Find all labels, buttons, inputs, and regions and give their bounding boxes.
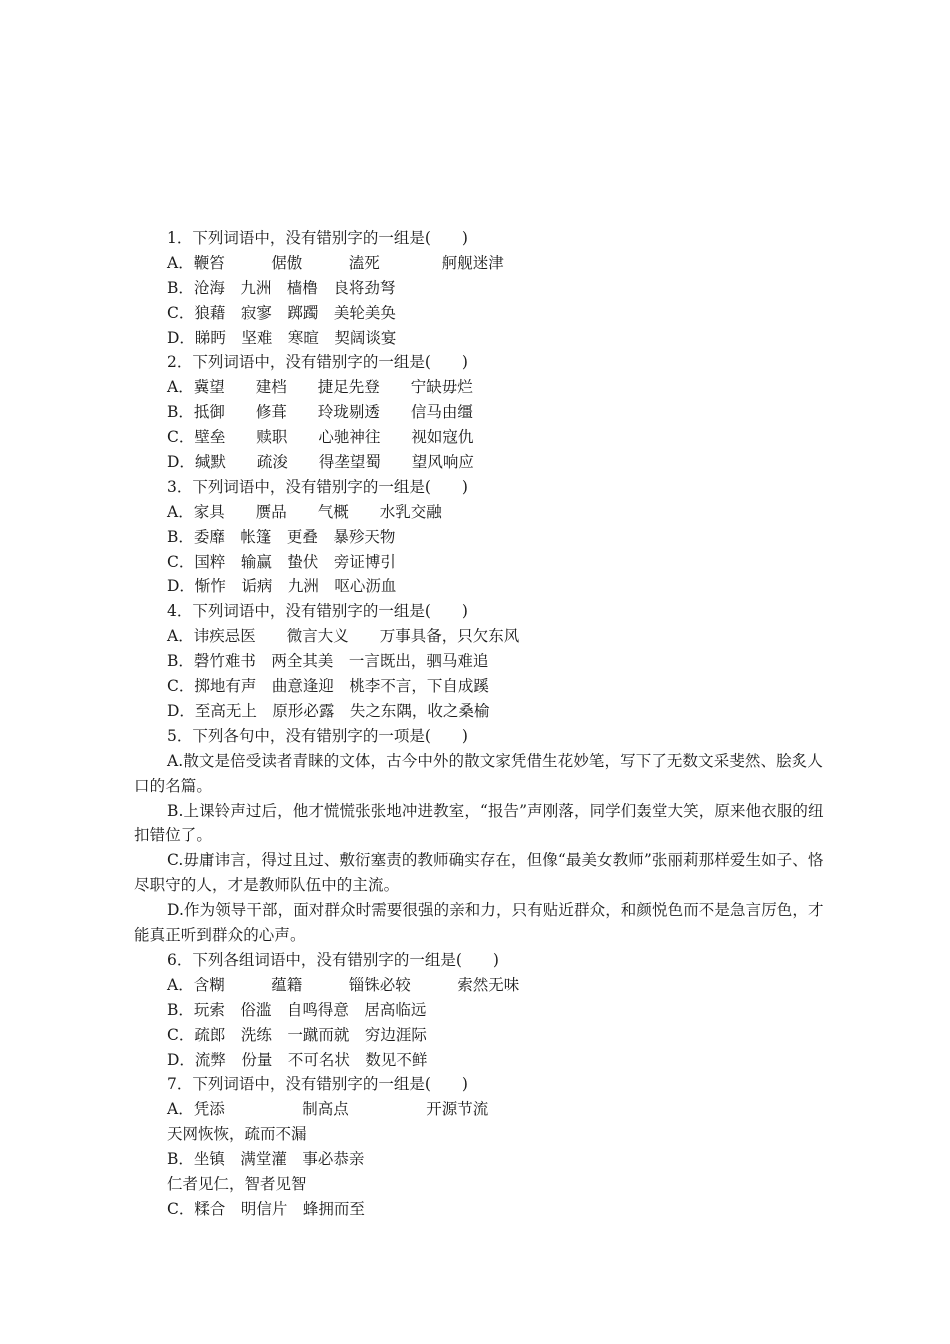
question-1-option-d: D．睇眄 坚难 寒暄 契阔谈宴 (167, 328, 397, 347)
question-3-option-d: D．惭怍 诟病 九洲 呕心沥血 (167, 577, 397, 596)
question-3-option-a: A．家具 赝品 气概 水乳交融 (167, 502, 442, 521)
question-6-option-c: C．疏郎 洗练 一蹴而就 穷边涯际 (167, 1025, 427, 1044)
question-2-option-b: B．抵御 修葺 玲珑剔透 信马由缰 (167, 403, 473, 422)
question-1-option-a: A．鞭笞 倨傲 溘死 舸舰迷津 (167, 253, 504, 272)
question-5-option-d: D.作为领导干部，面对群众时需要很强的亲和力，只有贴近群众，和颜悦色而不是急言厉色，才能真正听到群众的心声。 (134, 901, 824, 945)
question-6-option-b: B．玩索 俗滥 自鸣得意 居高临远 (167, 1000, 427, 1019)
question-2-stem: 2．下列词语中，没有错别字的一组是( ) (167, 353, 468, 372)
question-7-option-b: B．坐镇 满堂灌 事必恭亲 (167, 1150, 365, 1169)
question-4-option-d: D．至高无上 原形必露 失之东隅，收之桑榆 (167, 701, 490, 720)
question-6-option-a: A．含糊 蕴籍 锱铢必较 索然无味 (167, 975, 520, 994)
question-7-option-a: A．凭添 制高点 开源节流 (167, 1100, 489, 1119)
question-6-stem: 6．下列各组词语中，没有错别字的一组是( ) (167, 950, 499, 969)
question-7-stem: 7．下列词语中，没有错别字的一组是( ) (167, 1075, 468, 1094)
question-3-option-c: C．国粹 输赢 蛰伏 旁证博引 (167, 552, 396, 571)
question-4-option-a: A．讳疾忌医 微言大义 万事具备，只欠东风 (167, 627, 520, 646)
question-2-option-c: C．壁垒 赎职 心驰神往 视如寇仇 (167, 428, 474, 447)
question-6-option-d: D．流弊 份量 不可名状 数见不鲜 (167, 1050, 428, 1069)
question-5-option-b: B.上课铃声过后，他才慌慌张张地冲进教室，“报告”声刚落，同学们轰堂大笑，原来他衣服的纽扣错位了。 (134, 801, 824, 845)
question-7-option-c: C．糅合 明信片 蜂拥而至 (167, 1199, 365, 1218)
question-7-option-a-continued: 天网恢恢，疏而不漏 (167, 1125, 307, 1144)
question-3-stem: 3．下列词语中，没有错别字的一组是( ) (167, 477, 468, 496)
exercise-content (134, 226, 824, 1222)
question-4-option-b: B．磬竹难书 两全其美 一言既出，驷马难追 (167, 652, 489, 671)
question-4-stem: 4．下列词语中，没有错别字的一组是( ) (167, 602, 468, 621)
question-1-option-b: B．沧海 九洲 樯橹 良将劲弩 (167, 278, 396, 297)
question-5-option-c: C.毋庸讳言，得过且过、敷衍塞责的教师确实存在，但像“最美女教师”张丽莉那样爱生如子、恪尽职守的人，才是教师队伍中的主流。 (134, 851, 824, 895)
question-5-option-a: A.散文是倍受读者青睐的文体，古今中外的散文家凭借生花妙笔，写下了无数文采斐然、脍炙人口的名篇。 (134, 751, 823, 795)
question-2-option-d: D．缄默 疏浚 得垄望蜀 望风响应 (167, 453, 474, 472)
question-5-stem: 5．下列各句中，没有错别字的一项是( ) (167, 726, 468, 745)
question-1-option-c: C．狼藉 寂寥 踯躅 美轮美奂 (167, 303, 396, 322)
question-3-option-b: B．委靡 帐篷 更叠 暴殄天物 (167, 527, 396, 546)
question-2-option-a: A．冀望 建档 捷足先登 宁缺毋烂 (167, 378, 473, 397)
question-7-option-b-continued: 仁者见仁，智者见智 (167, 1174, 307, 1193)
question-4-option-c: C．掷地有声 曲意逢迎 桃李不言，下自成蹊 (167, 677, 489, 696)
question-1-stem: 1．下列词语中，没有错别字的一组是( ) (167, 229, 468, 247)
